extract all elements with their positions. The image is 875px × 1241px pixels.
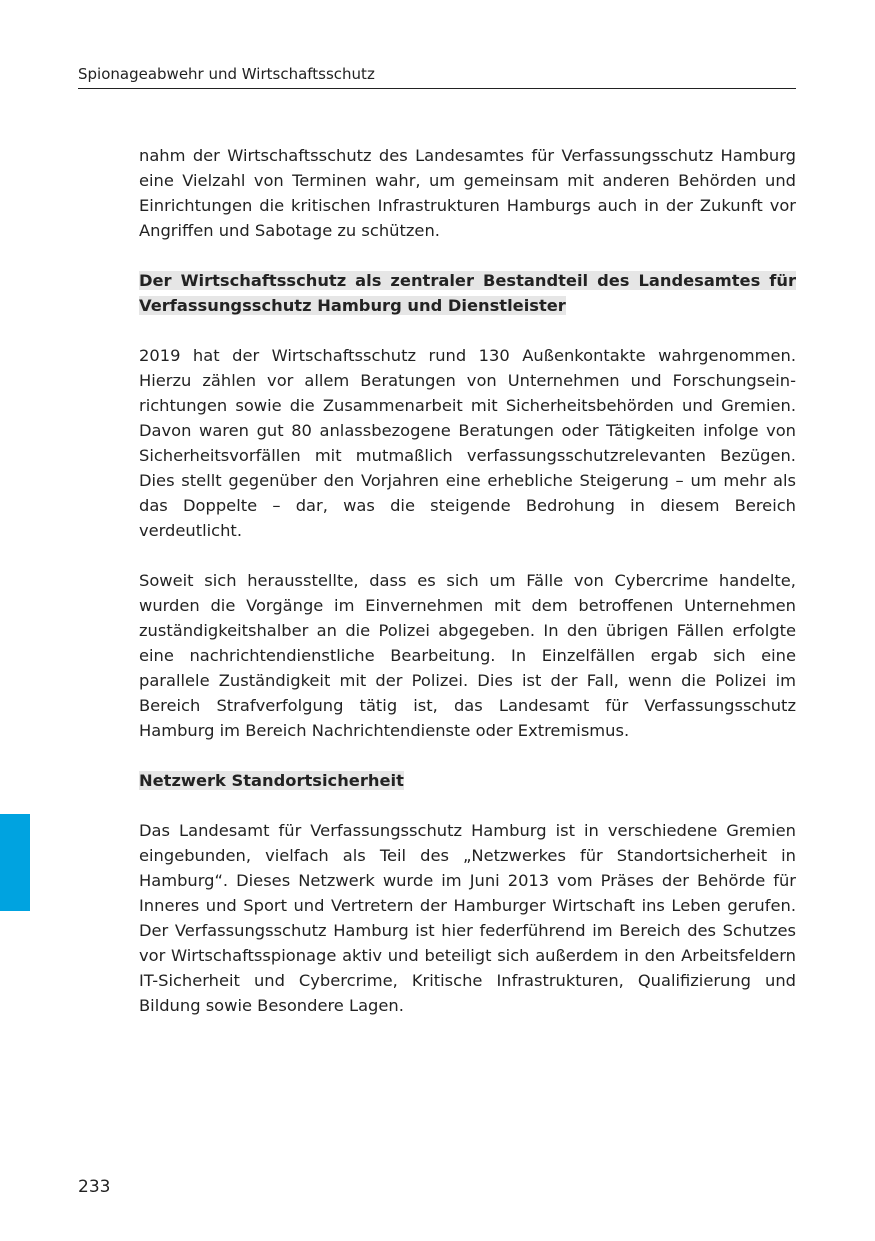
running-header-title: Spionageabwehr und Wirtschaftsschutz <box>78 65 375 83</box>
paragraph-3: Das Landesamt für Verfassungsschutz Hamburg ist in verschiedene Gremien eingebunden, vielfach als Teil des „Netzwerkes für Standortsicherheit in Hamburg“. Dieses Netzwerk wurde im Juni 2013 vom Präses der Behörde für Inneres und Sport und Vertretern der Hamburger Wirtschaft ins Leben gerufen. Der Verfassungsschutz Hamburg ist hier federführend im Bereich des Schutzes vor Wirtschaftsspionage aktiv und beteiligt sich außerdem in den Arbeitsfeldern IT-Sicherheit und Cybercrime, Kritische Infrastrukturen, Qualifizierung und Bildung sowie Besondere Lagen. <box>139 821 796 1015</box>
section-heading-netzwerk <box>139 768 796 793</box>
section-heading-1-text: Der Wirtschaftsschutz als zentraler Bestandteil des Landesamtes für Verfassungsschutz Hamburg und Dienstleister <box>139 271 796 315</box>
paragraph-1: 2019 hat der Wirtschaftsschutz rund 130 Außenkontakte wahrgenommen. Hierzu zählen vor allem Beratungen von Unternehmen und Forschungseinrichtungen sowie die Zusammenarbeit mit Sicherheitsbehörden und Gremien. Davon waren gut 80 anlassbezogene Beratungen oder Tätigkeiten infolge von Sicherheitsvorfällen mit mutmaßlich verfassungsschutzrelevanten Bezügen. Dies stellt gegenüber den Vorjahren eine erhebliche Steigerung – um mehr als das Doppelte – dar, was die steigende Bedrohung in diesem Bereich verdeutlicht. <box>139 346 796 540</box>
chapter-side-tab <box>0 814 30 911</box>
running-header <box>78 64 796 89</box>
paragraph-2: Soweit sich herausstellte, dass es sich um Fälle von Cybercrime handelte, wurden die Vorgänge im Einvernehmen mit dem betroffenen Unternehmen zuständigkeitshalber an die Polizei abgegeben. In den übrigen Fällen erfolgte eine nachrichtendienstliche Bearbeitung. In Einzelfällen ergab sich eine parallele Zuständigkeit mit der Polizei. Dies ist der Fall, wenn die Polizei im Bereich Strafverfolgung tätig ist, das Landesamt für Verfassungsschutz Hamburg im Bereich Nachrichtendienste oder Extremismus. <box>139 571 796 740</box>
page-number: 233 <box>78 1177 111 1197</box>
paragraph-intro: nahm der Wirtschaftsschutz des Landesamtes für Verfassungsschutz Hamburg eine Vielzahl von Terminen wahr, um gemeinsam mit anderen Behörden und Einrichtungen die kritischen Infrastrukturen Hamburgs auch in der Zukunft vor Angriffen und Sabotage zu schützen. <box>139 146 796 240</box>
section-heading-2-text: Netzwerk Standortsicherheit <box>139 771 404 790</box>
main-content <box>139 143 796 1018</box>
section-heading-wirtschaftsschutz <box>139 268 796 318</box>
